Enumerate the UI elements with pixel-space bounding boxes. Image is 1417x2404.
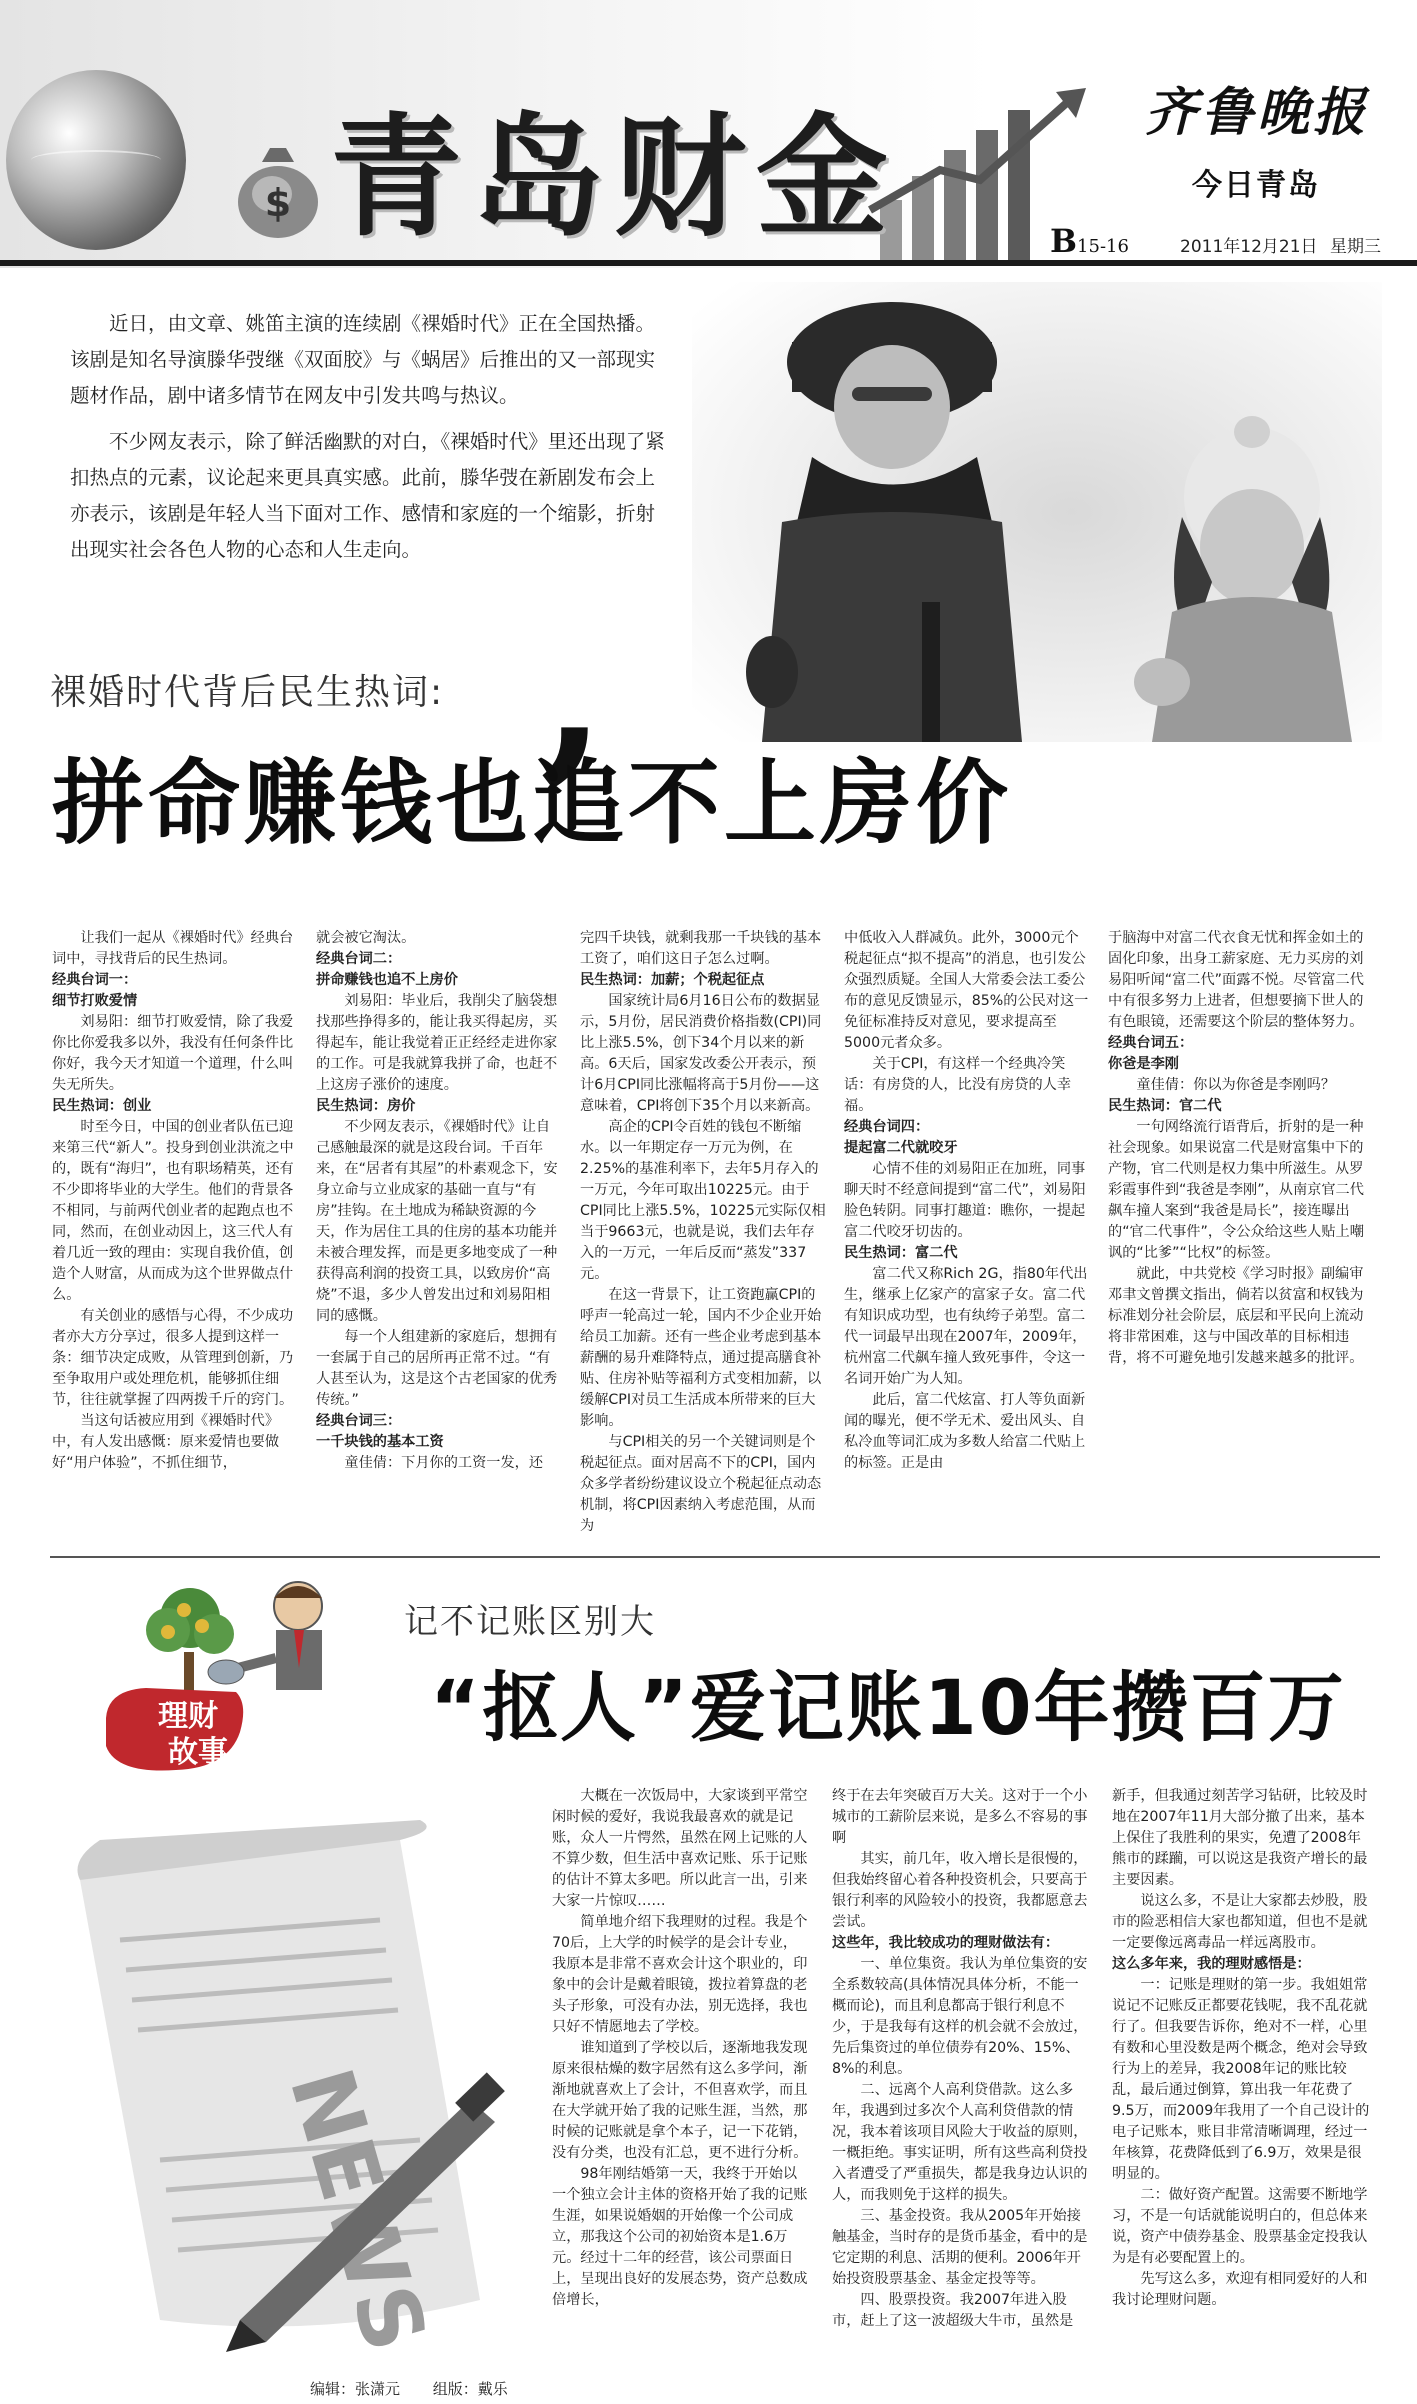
body-paragraph: 二：做好资产配置。这需要不断地学习，不是一句话就能说明白的，但总体来说，资产中债券基金、股票基金定投我认为是有必要配置上的。 [1112,2187,1368,2266]
page-range: 15-16 [1077,236,1129,257]
badge-line-2: 故事 [168,1735,228,1770]
body-paragraph: 三、基金投资。我从2005年开始接触基金，当时存的是货币基金，看中的是它定期的利息、活期的便利。2006年开始投资股票基金、基金定投等等。 [832,2208,1088,2287]
intro-paragraph: 近日，由文章、姚笛主演的连续剧《裸婚时代》正在全国热播。该剧是知名导演滕华弢继《双面胶》与《蜗居》后推出的又一部现实题材作品，剧中诸多情节在网友中引发共鸣与热议。 [70,312,656,407]
body-paragraph: 一、单位集资。我认为单位集资的安全系数较高(具体情况具体分析，不能一概而论)，而且利息都高于银行利息不少，于是我每有这样的机会就不会放过，先后集资过的单位债券有20%、15%、8%的利息。 [832,1956,1088,2077]
body-paragraph: 心情不佳的刘易阳正在加班，同事聊天时不经意间提到“富二代”，刘易阳脸色转阴。同事打趣道：瞧你，一提起富二代咬牙切齿的。 [844,1161,1086,1240]
subhead: 民生热词：官二代 [1108,1098,1222,1114]
globe-icon [6,70,186,250]
subhead: 经典台词四： [844,1119,930,1135]
subhead: 经典台词三： [316,1413,402,1429]
body-paragraph: 当这句话被应用到《裸婚时代》中，有人发出感慨：原来爱情也要做好“用户体验”，不抓住细节， [52,1413,280,1471]
body-paragraph: 每一个人组建新的家庭后，想拥有一套属于自己的居所再正常不过。“有人甚至认为，这是这个古老国家的优秀传统。” [316,1329,558,1408]
body-paragraph: 就此，中共党校《学习时报》副编审邓聿文曾撰文指出，倘若以贫富和权钱为标准划分社会阶层，底层和平民向上流动将非常困难，这与中国改革的目标相违背，将不可避免地引发越来越多的批评。 [1108,1266,1364,1366]
body-paragraph: 一句网络流行语背后，折射的是一种社会现象。如果说富二代是财富集中下的产物，官二代则是权力集中所滋生。从罗彩霞事件到“我爸是李刚”，从南京官二代飙车撞人案到“我爸是局长”，接连曝出的“官二代事件”，令公众给这些人贴上嘲讽的“比爹”“比权”的标签。 [1108,1119,1364,1261]
edition-label: 今日青岛 [1192,168,1320,203]
subhead: 提起富二代就咬牙 [844,1140,958,1156]
designer-credit: 组版：戴乐 [432,2380,508,2398]
subhead: 经典台词一： [52,972,138,988]
editor-credit: 编辑：张潇元 [310,2380,401,2398]
body-paragraph: 童佳倩：你以为你爸是李刚吗？ [1136,1077,1336,1093]
body-paragraph: 说这么多，不是让大家都去炒股，股市的险恶相信大家也都知道，但也不是就一定要像远离毒品一样远离股市。 [1112,1893,1368,1951]
lead-kicker: 裸婚时代背后民生热词: [50,672,445,713]
body-paragraph: 于脑海中对富二代衣食无忧和挥金如土的固化印象，出身工薪家庭、无力买房的刘易阳听闻“富二代”面露不悦。尽管富二代中有很多努力上进者，但想要摘下世人的有色眼镜，还需要这个阶层的整体努力。 [1108,930,1364,1030]
masthead [0,0,1417,268]
money-bag-icon [232,120,324,240]
story-2-col-1 [552,1786,810,2366]
body-paragraph: 先写这么多，欢迎有相同爱好的人和我讨论理财问题。 [1112,2271,1368,2308]
story-2-col-3 [1112,1786,1370,2366]
body-paragraph: 一：记账是理财的第一步。我姐姐常说记不记账反正都要花钱呢，我不乱花就行了。但我要告诉你，绝对不一样，心里有数和心里没数是两个概念，绝对会导致行为上的差异，我2008年记的账比较乱，最后通过倒算，算出我一年花费了9.5万，而2009年我用了一个自己设计的电子记账本，账目非常清晰调理，经过一年核算，花费降低到了6.9万，效果是很明显的。 [1112,1977,1370,2182]
story-2-body [552,1786,1372,2366]
body-paragraph: 98年刚结婚第一天，我终于开始以一个独立会计主体的资格开始了我的记账生涯，如果说婚姻的开始像一个公司成立，那我这个公司的初始资本是1.6万元。经过十二年的经营，该公司票面日上，呈现出良好的发展态势，资产总数成倍增长， [552,2166,808,2308]
body-paragraph: 童佳倩：下月你的工资一发，还 [344,1455,544,1471]
body-paragraph: 富二代又称Rich 2G，指80年代出生，继承上亿家产的富家子女。富二代有知识成功型，也有纨绔子弟型。富二代一词最早出现在2007年，2009年，杭州富二代飙车撞人致死事件，令这一名词开始广为人知。 [844,1266,1088,1387]
subhead: 民生热词：加薪；个税起征点 [580,972,765,988]
body-paragraph: 大概在一次饭局中，大家谈到平常空闲时候的爱好，我说我最喜欢的就是记账，众人一片愕然，虽然在网上记账的人不算少数，但生活中喜欢记账、乐于记账的估计不算太多吧。所以此言一出，引来大家一片惊叹…… [552,1788,808,1909]
article-1-col-4 [844,928,1090,1498]
subhead: 经典台词二： [316,951,402,967]
subhead: 拼命赚钱也追不上房价 [316,972,458,988]
body-paragraph: 关于CPI，有这样一个经典冷笑话：有房贷的人，比没有房贷的人幸福。 [844,1056,1072,1114]
finance-story-badge [98,1568,348,1788]
subhead: 民生热词：创业 [52,1098,152,1114]
subhead: 你爸是李刚 [1108,1056,1179,1072]
body-paragraph: 不少网友表示，《裸婚时代》让自己感触最深的就是这段台词。千百年来，在“居者有其屋”的朴素观念下，安身立命与立业成家的基础一直与“有房”挂钩。在土地成为稀缺资源的今天，作为居住工具的住房的基本功能并未被合理发挥，而是更多地变成了一种获得高利润的投资工具，以致房价“高烧”不退，多少人曾发出过和刘易阳相同的感慨。 [316,1119,558,1324]
intro-paragraph: 不少网友表示，除了鲜活幽默的对白，《裸婚时代》里还出现了紧扣热点的元素，议论起来更具真实感。此前，滕华弢在新剧发布会上亦表示，该剧是年轻人当下面对工作、感情和家庭的一个缩影，折射出现实社会各色人物的心态和人生走向。 [70,430,665,561]
credits [310,2378,536,2399]
body-paragraph: 中低收入人群减负。此外，3000元个税起征点“拟不提高”的消息，也引发公众强烈质疑。全国人大常委会法工委公布的意见反馈显示，85%的公民对这一免征标准持反对意见，要求提高至5000元者众多。 [844,930,1089,1051]
subhead: 一千块钱的基本工资 [316,1434,444,1450]
body-paragraph: 终于在去年突破百万大关。这对于一个小城市的工薪阶层来说，是多么不容易的事啊 [832,1788,1088,1846]
body-paragraph: 简单地介绍下我理财的过程。我是个70后，上大学的时候学的是会计专业，我原本是非常不喜欢会计这个职业的，印象中的会计是戴着眼镜，拨拉着算盘的老头子形象，可没有办法，别无选择，我也只好不情愿地去了学校。 [552,1914,808,2035]
body-paragraph: 国家统计局6月16日公布的数据显示，5月份，居民消费价格指数(CPI)同比上涨5.5%，创下34个月以来的新高。6天后，国家发改委公开表示，预计6月CPI同比涨幅将高于5月份——这意味着，CPI将创下35个月以来新高。 [580,993,822,1114]
body-paragraph: 此后，富二代炫富、打人等负面新闻的曝光，便不学无术、爱出风头、自私冷血等词汇成为多数人给富二代贴上的标签。正是由 [844,1392,1086,1471]
body-paragraph: 其实，前几年，收入增长是很慢的，但我始终留心着各种投资机会，只要高于银行利率的风险较小的投资，我都愿意去尝试。 [832,1851,1088,1930]
body-paragraph: 让我们一起从《裸婚时代》经典台词中，寻找背后的民生热词。 [52,930,294,967]
body-paragraph: 二、远离个人高利贷借款。这么多年，我遇到过多次个人高利贷借款的情况，我本着该项目风险大于收益的原则，一概拒绝。事实证明，所有这些高利贷投入者遭受了严重损失，都是我身边认识的人，而我则免于这样的损失。 [832,2082,1088,2203]
body-paragraph: 四、股票投资。我2007年进入股市，赶上了这一波超级大牛市，虽然是 [832,2292,1074,2329]
newspaper-pen-illustration [40,1800,540,2360]
body-paragraph: 在这一背景下，让工资跑赢CPI的呼声一轮高过一轮，国内不少企业开始给员工加薪。还有一些企业考虑到基本薪酬的易升难降特点，通过提高膳食补贴、住房补贴等福利方式变相加薪，以缓解CPI对员工生活成本所带来的巨大影响。 [580,1287,822,1429]
body-paragraph: 就会被它淘汰。 [316,930,416,946]
subhead: 这么多年来，我的理财感悟是： [1112,1956,1311,1972]
lead-intro [70,306,670,568]
story-2-headline: “抠人”爱记账10年攒百万 [430,1663,1346,1752]
body-paragraph: 完四千块钱，就剩我那一千块钱的基本工资了，咱们这日子怎么过啊。 [580,930,822,967]
subhead: 民生热词：房价 [316,1098,416,1114]
issue-weekday: 星期三 [1330,237,1381,257]
article-1-col-2 [316,928,562,1498]
body-paragraph: 新手，但我通过刻苦学习钻研，比较及时地在2007年11月大部分撤了出来，基本上保住了我胜利的果实，免遭了2008年熊市的蹂躏，可以说这是我资产增长的最主要因素。 [1112,1788,1368,1888]
subhead: 这些年，我比较成功的理财做法有： [832,1935,1060,1951]
body-paragraph: 高企的CPI令百姓的钱包不断缩水。以一年期定存一万元为例，在2.25%的基准利率下，去年5月存入的一万元，今年可取出10225元。由于CPI同比上涨5.5%，10225元实际仅相当于9663元，也就是说，我们去年存入的一万元，一年后反而“蒸发”337元。 [580,1119,826,1282]
article-1-col-1 [52,928,298,1498]
subhead: 经典台词五： [1108,1035,1194,1051]
story-2-col-2 [832,1786,1090,2366]
section-title: 青岛财金 [330,101,898,255]
body-paragraph: 时至今日，中国的创业者队伍已迎来第三代“新人”。投身到创业洪流之中的，既有“海归”，也有职场精英，还有不少即将毕业的大学生。他们的背景各不相同，与前两代创业者的起跑点也不同，然而，在创业动因上，这三代人有着几近一致的理由：实现自我价值，创造个人财富，从而成为这个世界做点什么。 [52,1119,294,1303]
quote-mark-glyph: , [540,579,607,802]
newspaper-logo: 齐鲁晚报 [1145,82,1370,143]
body-paragraph: 与CPI相关的另一个关键词则是个税起征点。面对居高不下的CPI，国内众多学者纷纷建议设立个税起征点动态机制，将CPI因素纳入考虑范围，从而为 [580,1434,822,1534]
story-2-kicker: 记不记账区别大 [404,1602,656,1642]
badge-line-1: 理财 [158,1699,218,1734]
subhead: 民生热词：富二代 [844,1245,958,1261]
body-paragraph: 刘易阳：细节打败爱情，除了我爱你比你爱我多以外，我没有任何条件比你好，我今天才知道一个道理，什么叫失无所失。 [52,1014,294,1093]
body-paragraph: 有关创业的感悟与心得，不少成功者亦大方分享过，很多人提到这样一条：细节决定成败，从管理到创新，乃至争取用户或处理危机，能够抓住细节，往往就掌握了四两拨千斤的窍门。 [52,1308,294,1408]
issue-date: 2011年12月21日 [1180,237,1318,257]
article-1-col-3 [580,928,826,1534]
svg-text:$: $ [264,181,292,225]
masthead-rule [0,260,1417,266]
article-1-col-5 [1108,928,1368,1498]
page-code: B15-16 [1050,222,1129,260]
subhead: 细节打败爱情 [52,993,138,1009]
body-paragraph: 谁知道到了学校以后，逐渐地我发现原来很枯燥的数字居然有这么多学问，渐渐地就喜欢上了会计，不但喜欢学，而且在大学就开始了我的记账生涯，当然，那时候的记账就是拿个本子，记一下花销，没有分类，也没有汇总，更不进行分析。 [552,2040,808,2161]
lead-headline: 拼命赚钱也追不上房价 [52,750,1013,857]
section-divider [50,1556,1380,1558]
body-paragraph: 刘易阳：毕业后，我削尖了脑袋想找那些挣得多的，能让我买得起房，买得起车，能让我觉着正正经经走进你家的工作。可是我就算我拼了命，也赶不上这房子涨价的速度。 [316,993,558,1093]
drama-still-photo [692,282,1382,742]
article-1-body [52,928,1382,1534]
